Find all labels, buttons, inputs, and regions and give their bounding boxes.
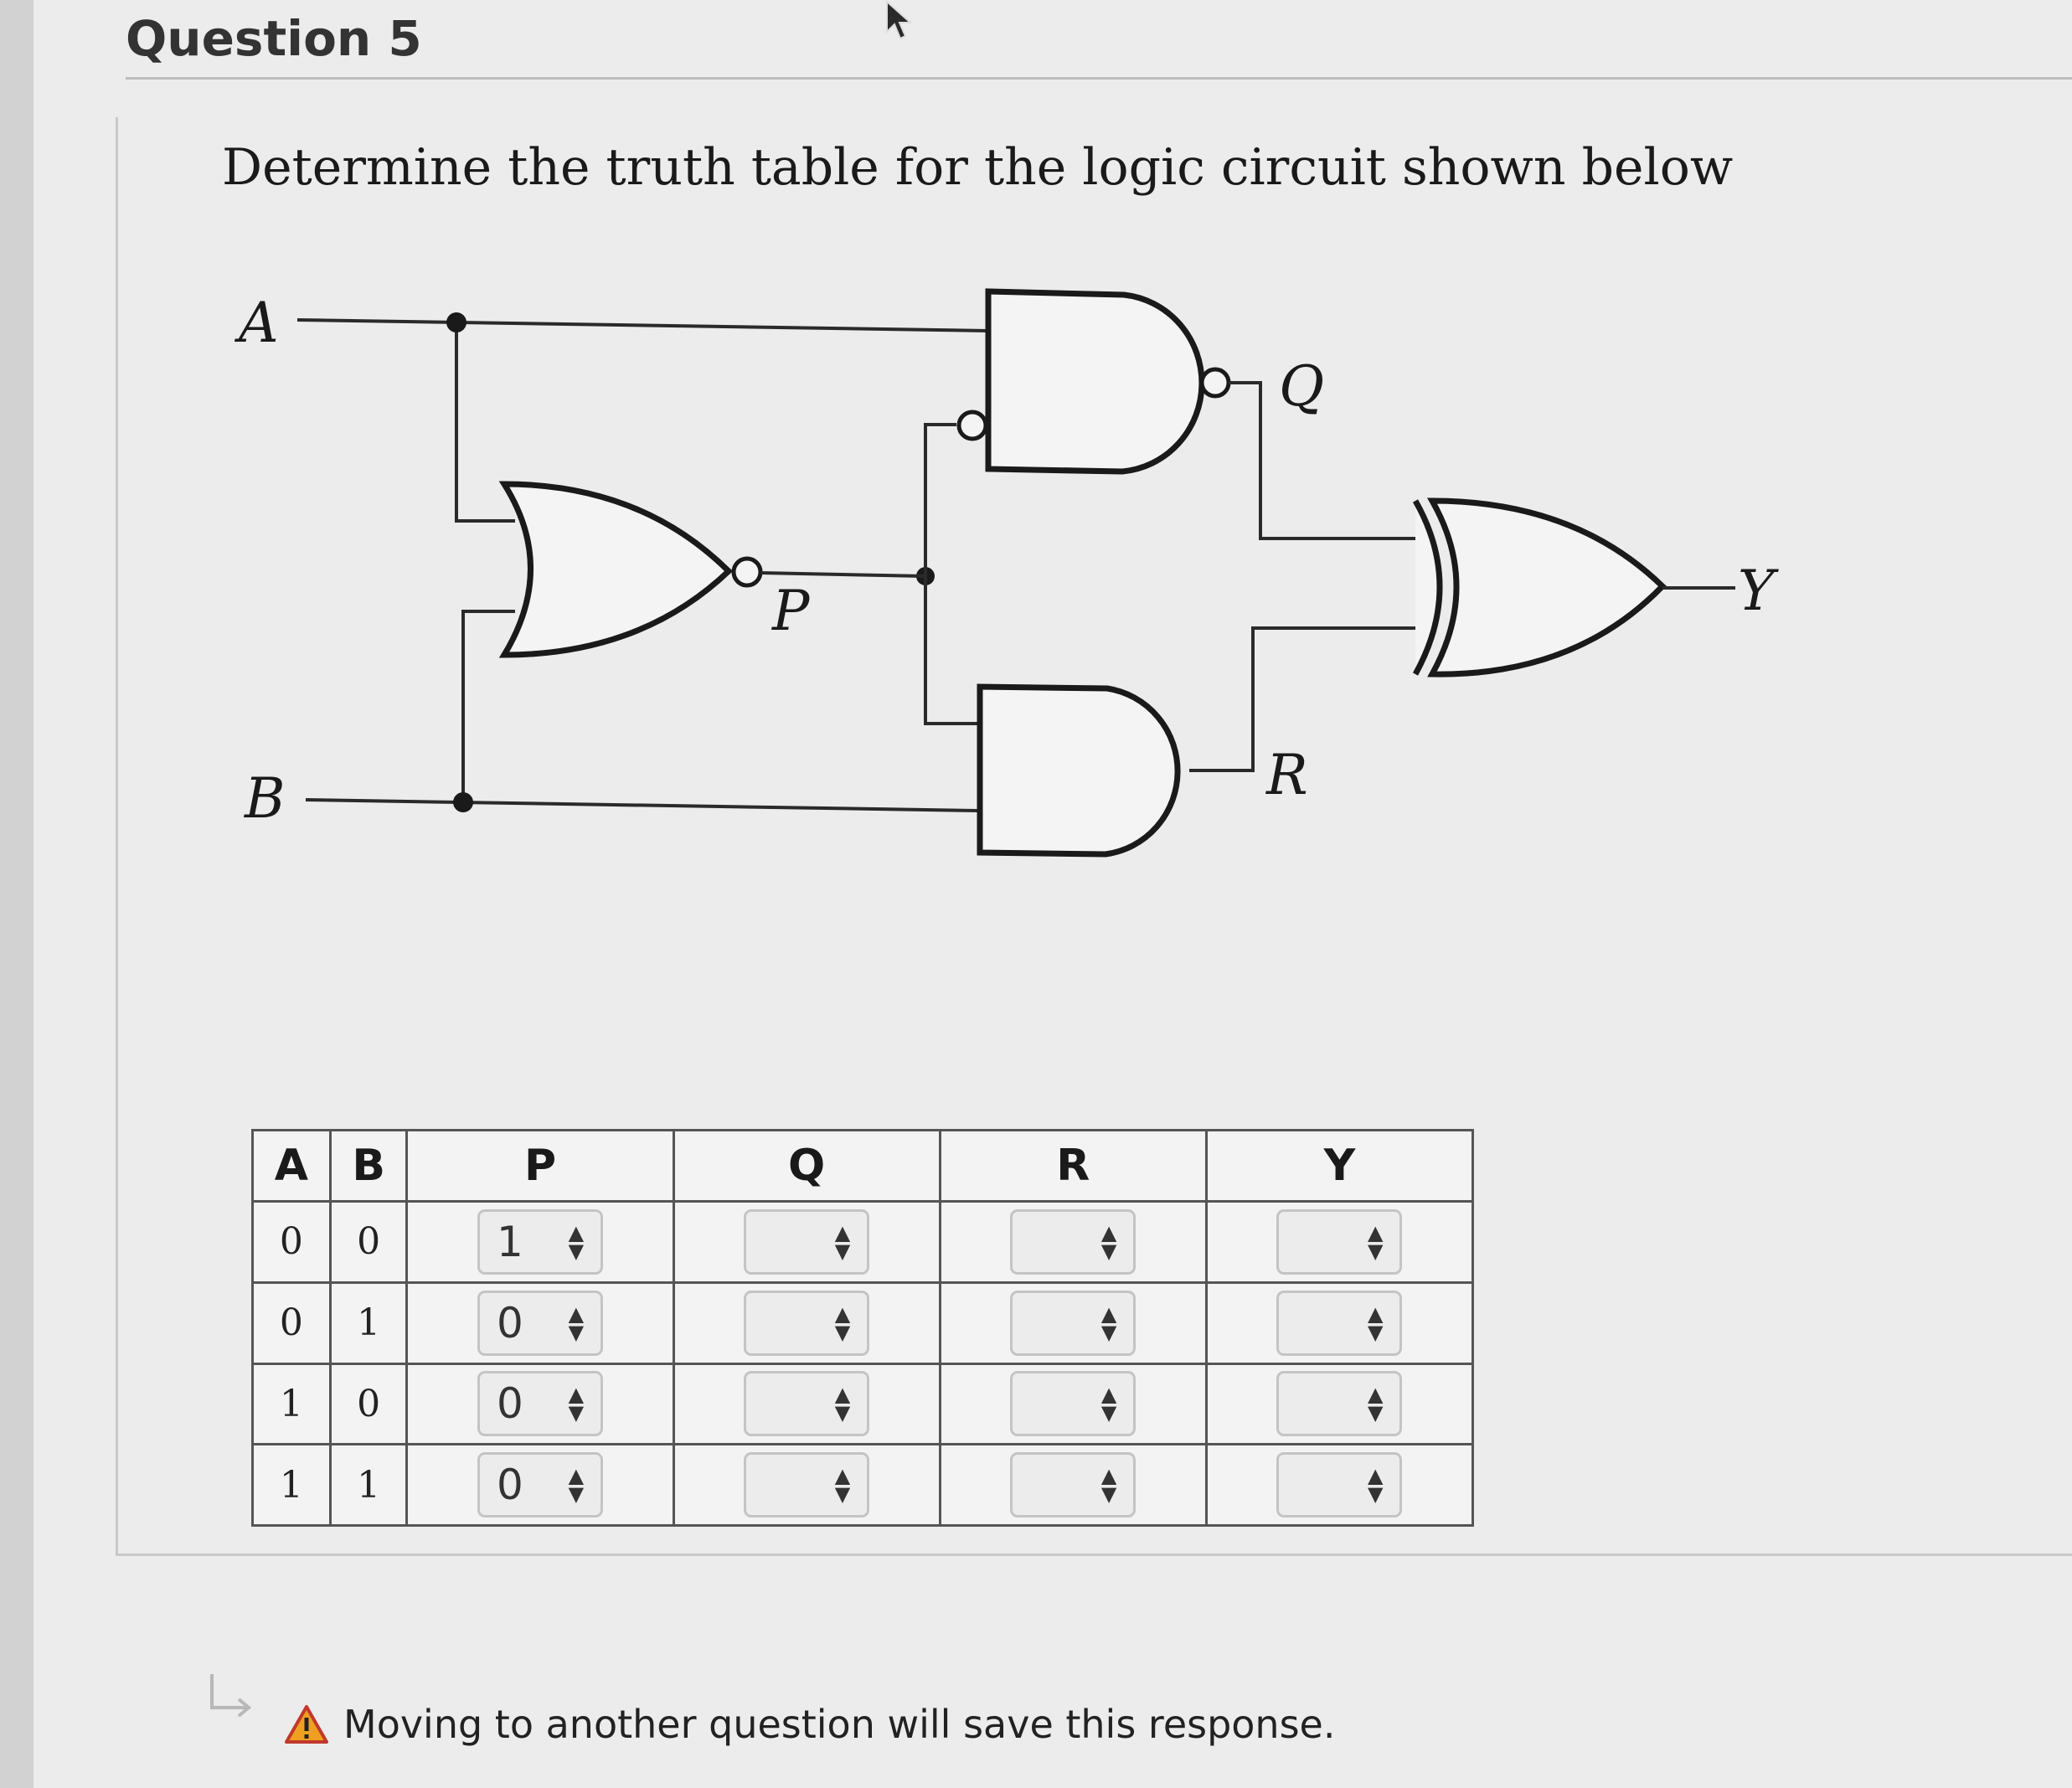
header-p: P xyxy=(407,1131,673,1202)
updown-arrows-icon: ▲ ▼ xyxy=(834,1383,851,1425)
question-title: Question 5 xyxy=(126,10,422,67)
xor-input-arc xyxy=(1415,501,1440,674)
truth-table xyxy=(251,1129,1474,1527)
nor-gate xyxy=(504,484,729,655)
xor-gate xyxy=(1432,501,1662,674)
label-y: Y xyxy=(1738,559,1775,623)
updown-arrows-icon: ▲ ▼ xyxy=(834,1220,851,1263)
updown-arrows-icon: ▲ ▼ xyxy=(1367,1301,1384,1344)
r-select[interactable] xyxy=(1010,1452,1136,1517)
cell-b: 1 xyxy=(330,1282,407,1363)
table-row xyxy=(253,1282,1473,1363)
updown-arrows-icon: ▲ ▼ xyxy=(568,1383,585,1425)
wire-b-to-nor xyxy=(463,611,515,802)
updown-arrows-icon: ▲ ▼ xyxy=(568,1301,585,1344)
header-r: R xyxy=(940,1131,1206,1202)
question-prompt: Determine the truth table for the logic circuit shown below xyxy=(222,138,1734,197)
cell-a: 1 xyxy=(253,1363,331,1445)
and-output-bubble xyxy=(1202,369,1229,396)
updown-arrows-icon: ▲ ▼ xyxy=(1100,1383,1117,1425)
p-select-value: 0 xyxy=(497,1379,523,1429)
label-p: P xyxy=(772,579,810,643)
p-select-value: 0 xyxy=(497,1461,523,1510)
and-input-bubble xyxy=(959,412,986,439)
and-gate-q xyxy=(988,291,1202,471)
q-select[interactable] xyxy=(744,1291,869,1356)
table-row xyxy=(253,1202,1473,1283)
cell-a: 0 xyxy=(253,1202,331,1283)
r-select[interactable] xyxy=(1010,1371,1136,1436)
y-select[interactable] xyxy=(1276,1209,1402,1275)
save-notice-text: Moving to another question will save this response. xyxy=(343,1702,1336,1747)
updown-arrows-icon: ▲ ▼ xyxy=(1367,1464,1384,1507)
nor-output-bubble xyxy=(734,559,760,585)
cell-b: 1 xyxy=(330,1445,407,1526)
warning-icon xyxy=(285,1704,328,1744)
updown-arrows-icon: ▲ ▼ xyxy=(834,1464,851,1507)
cell-a: 0 xyxy=(253,1282,331,1363)
wire-p xyxy=(760,573,925,576)
header-q: Q xyxy=(673,1131,940,1202)
p-select[interactable] xyxy=(477,1371,603,1436)
cell-b: 0 xyxy=(330,1202,407,1283)
label-a: A xyxy=(239,291,279,355)
save-notice xyxy=(285,1702,1335,1747)
table-header-row xyxy=(253,1131,1473,1202)
wire-b xyxy=(306,800,978,811)
updown-arrows-icon: ▲ ▼ xyxy=(834,1301,851,1344)
updown-arrows-icon: ▲ ▼ xyxy=(1367,1383,1384,1425)
junction-a xyxy=(446,312,466,332)
header-b: B xyxy=(330,1131,407,1202)
cell-b: 0 xyxy=(330,1363,407,1445)
p-select[interactable] xyxy=(477,1452,603,1517)
label-q: Q xyxy=(1279,354,1325,419)
r-select[interactable] xyxy=(1010,1291,1136,1356)
header-y: Y xyxy=(1206,1131,1472,1202)
y-select[interactable] xyxy=(1276,1452,1402,1517)
table-row xyxy=(253,1363,1473,1445)
y-select[interactable] xyxy=(1276,1291,1402,1356)
cell-a: 1 xyxy=(253,1445,331,1526)
p-select-value: 1 xyxy=(497,1217,523,1266)
updown-arrows-icon: ▲ ▼ xyxy=(568,1220,585,1263)
wire-a xyxy=(297,320,988,331)
p-select[interactable] xyxy=(477,1291,603,1356)
q-select[interactable] xyxy=(744,1452,869,1517)
q-select[interactable] xyxy=(744,1371,869,1436)
p-select-value: 0 xyxy=(497,1298,523,1347)
r-select[interactable] xyxy=(1010,1209,1136,1275)
junction-b xyxy=(453,792,473,812)
p-select[interactable] xyxy=(477,1209,603,1275)
return-arrow-icon xyxy=(205,1671,255,1721)
wire-p-to-nand xyxy=(925,425,956,576)
y-select[interactable] xyxy=(1276,1371,1402,1436)
updown-arrows-icon: ▲ ▼ xyxy=(1100,1220,1117,1263)
and-gate-r xyxy=(980,687,1178,854)
header-a: A xyxy=(253,1131,331,1202)
table-row xyxy=(253,1445,1473,1526)
updown-arrows-icon: ▲ ▼ xyxy=(1100,1301,1117,1344)
updown-arrows-icon: ▲ ▼ xyxy=(1367,1220,1384,1263)
updown-arrows-icon: ▲ ▼ xyxy=(568,1464,585,1507)
updown-arrows-icon: ▲ ▼ xyxy=(1100,1464,1117,1507)
wire-p-to-and xyxy=(925,576,978,724)
q-select[interactable] xyxy=(744,1209,869,1275)
label-b: B xyxy=(245,766,286,831)
label-r: R xyxy=(1266,743,1308,807)
